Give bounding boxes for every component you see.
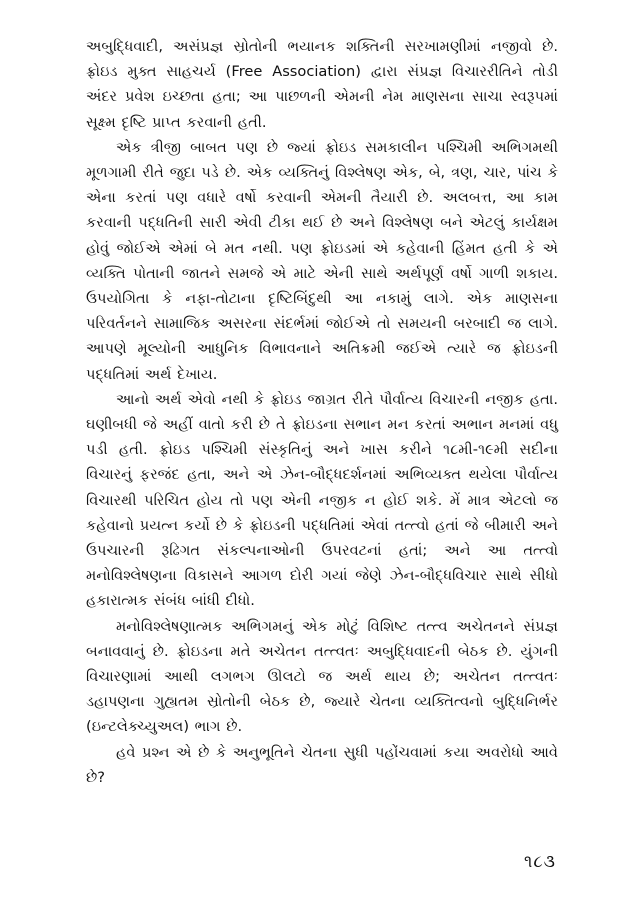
page-number: ૧૮૩ bbox=[523, 852, 556, 872]
paragraph-eastern-thought: આનો અર્થ એવો નથી કે ફ્રોઇડ જાગ્રત રીતે પૌર્વાત્ય વિચારની નજીક હતા. ઘણીબધી જે અહીં વાતો કરી છે તે ફ્રોઇડના સભાન મન કરતાં અભાન મનમાં વધુ પડી હતી. ફ્રોઇડ પશ્ચિમી સંસ્કૃતિનું અને ખાસ કરીને ૧૮મી-૧૯મી સદીના વિચારનું ફરજંદ હતા, અને એ ઝેન-બૌદ્ધદર્શનમાં અભિવ્યક્ત થયેલા પૌર્વાત્ય વિચારથી પરિચિત હોય તો પણ એની નજીક ન હોઈ શકે. મેં માત્ર એટલો જ કહેવાનો પ્રયત્ન કર્યો છે કે ફ્રોઇડની પદ્ધતિમાં એવાં તત્ત્વો હતાં જે બીમારી અને ઉપચારની રૂઢિગત સંકલ્પનાઓની ઉપરવટનાં હતાં; અને આ તત્ત્વો મનોવિશ્લેષણના વિકાસને આગળ દોરી ગયાં જેણે ઝેન-બૌદ્ધવિચાર સાથે સીધો હકારાત્મક સંબંધ બાંધી દીધો. bbox=[86, 390, 558, 610]
paragraph-third-point: એક ત્રીજી બાબત પણ છે જ્યાં ફ્રોઇડ સમકાલીન પશ્ચિમી અભિગમથી મૂળગામી રીતે જુદા પડે છે. એક વ્યક્તિનું વિશ્લેષણ એક, બે, ત્રણ, ચાર, પાંચ કે એના કરતાં પણ વધારે વર્ષો કરવાની એમની તૈયારી છે. અલબત્ત, આ કામ કરવાની પદ્ધતિની સારી એવી ટીકા થઈ છે અને વિશ્લેષણ બને એટલું કાર્યક્ષમ હોવું જોઈએ એમાં બે મત નથી. પણ ફ્રોઇડમાં એ કહેવાની હિંમત હતી કે એ વ્યક્તિ પોતાની જાતને સમજે એ માટે એની સાથે અર્થપૂર્ણ વર્ષો ગાળી શકાય. ઉપયોગિતા કે નફા-તોટાના દૃષ્ટિબિંદુથી આ નકામું લાગે. એક માણસના પરિવર્તનને સામાજિક અસરના સંદર્ભમાં જોઈએ તો સમયની બરબાદી જ લાગે. આપણે મૂલ્યોની આધુનિક વિભાવનાને અતિક્રમી જઈએ ત્યારે જ ફ્રોઇડની પદ્ધતિમાં અર્થ દેખાય. bbox=[86, 138, 558, 383]
paragraph-unconscious: મનોવિશ્લેષણાત્મક અભિગમનું એક મોટું વિશિષ્ટ તત્ત્વ અચેતનને સંપ્રજ્ઞ બનાવવાનું છે. ફ્રોઇડના મતે અચેતન તત્ત્વતઃ અબુદ્ધિવાદની બેઠક છે. યુંગની વિચારણામાં આથી લગભગ ઊલટો જ અર્થ થાય છે; અચેતન તત્ત્વતઃ ડહાપણના ગુહ્યતમ સ્રોતોની બેઠક છે, જ્યારે ચેતના વ્યક્તિત્વનો બુદ્ધિનિર્ભર (ઇન્ટલેક્ચ્યુઅલ) ભાગ છે. bbox=[86, 617, 558, 736]
paragraph-continuation: અબુદ્ધિવાદી, અસંપ્રજ્ઞ સ્રોતોની ભયાનક શક્તિની સરખામણીમાં નજીવો છે. ફ્રોઇડ મુક્ત સાહચર્ય (Free Association) દ્વારા સંપ્રજ્ઞ વિચારરીતિને તોડી અંદર પ્રવેશ ઇચ્છતા હતા; આ પાછળની એમની નેમ માણસના સાચા સ્વરૂપમાં સૂક્ષ્મ દૃષ્ટિ પ્રાપ્ત કરવાની હતી. bbox=[86, 38, 558, 131]
paragraph-question: હવે પ્રશ્ન એ છે કે અનુભૂતિને ચેતના સુધી પહોંચવામાં કયા અવરોધો આવે છે? bbox=[86, 743, 558, 786]
body-text bbox=[86, 34, 558, 790]
